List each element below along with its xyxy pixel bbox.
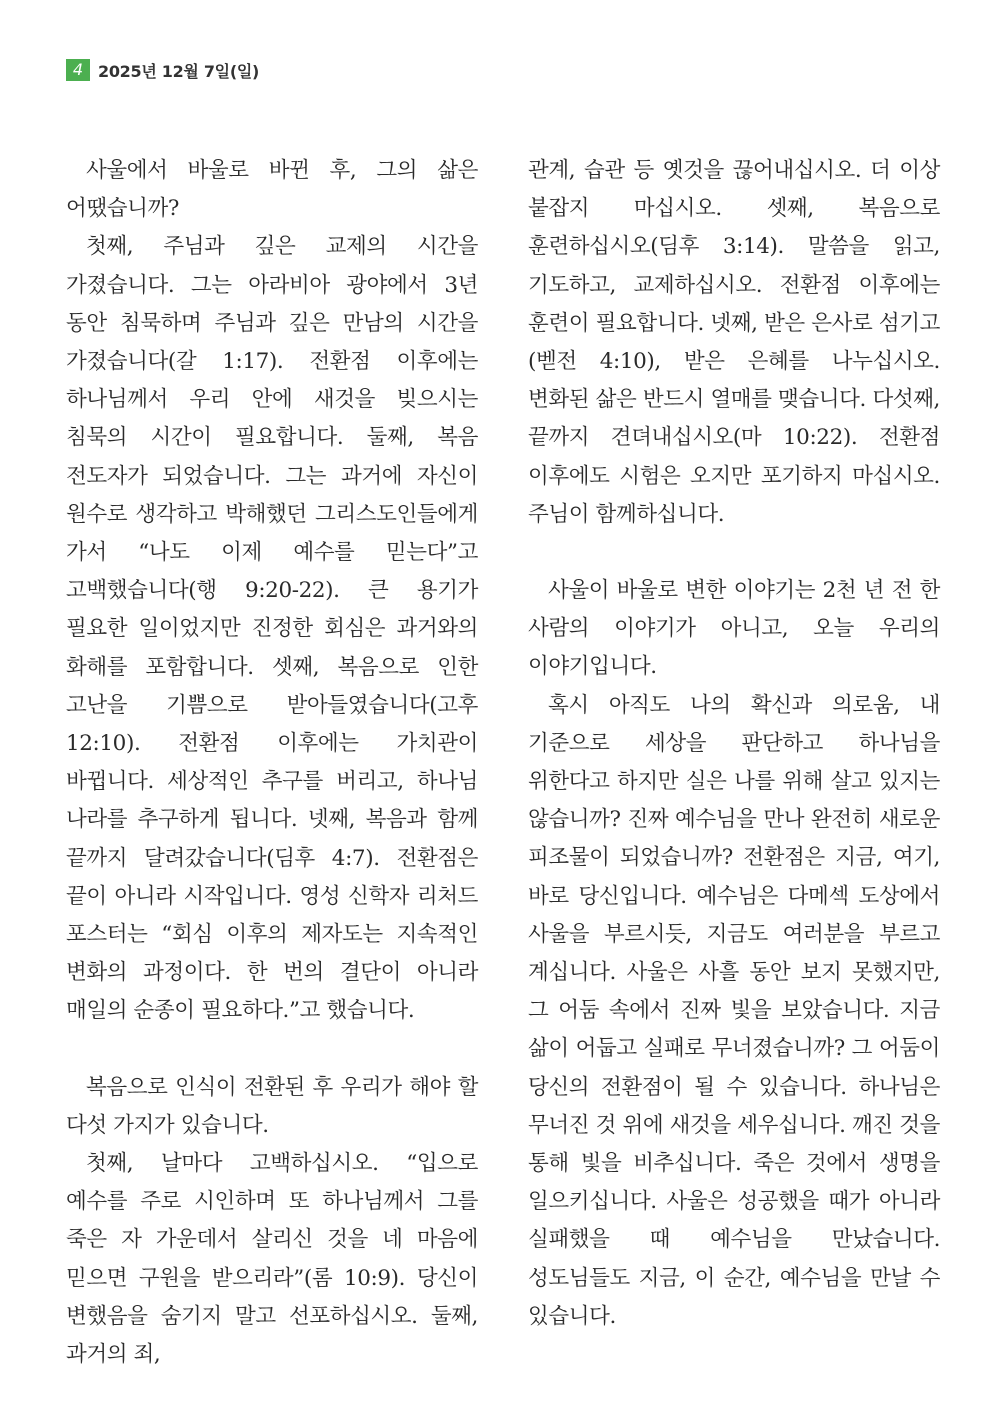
paragraph: 첫째, 날마다 고백하십시오. “입으로 예수를 주로 시인하며 또 하나님께서 그를 죽은 자 가운데서 살리신 것을 네 마음에 믿으면 구원을 받으리라”(롬 10:9). 당신이 변했음을 숨기지 말고 선포하십시오. 둘째, 과거의 죄, <box>66 1151 478 1368</box>
paragraph: 혹시 아직도 나의 확신과 의로움, 내 기준으로 세상을 판단하고 하나님을 위한다고 하지만 실은 나를 위해 살고 있지는 않습니까? 진짜 예수님을 만나 완전히 새로운 피조물이 되었습니까? 전환점은 지금, 여기, 바로 당신입니다. 예수님은 다메섹 도상에서 사울을 부르시듯, 지금도 여러분을 부르고 계십니다. 사울은 사흘 동안 보지 못했지만, 그 어둠 속에서 진짜 빛을 보았습니다. 지금 삶이 어둡고 실패로 무너졌습니까? 그 어둠이 당신의 전환점이 될 수 있습니다. 하나님은 무너진 것 위에 새것을 세우십니다. 깨진 것을 통해 빛을 비추십니다. 죽은 것에서 생명을 일으키십니다. 사울은 성공했을 때가 아니라 실패했을 때 예수님을 만났습니다. 성도님들도 지금, 이 순간, 예수님을 만날 수 있습니다. <box>528 692 940 1329</box>
issue-date: 2025년 12월 7일(일) <box>98 61 260 81</box>
paragraph: 첫째, 주님과 깊은 교제의 시간을 가졌습니다. 그는 아라비아 광야에서 3년 동안 침묵하며 주님과 깊은 만남의 시간을 가졌습니다(갈 1:17). 전환점 이후에는 하나님께서 우리 안에 새것을 빚으시는 침묵의 시간이 필요합니다. 둘째, 복음 전도자가 되었습니다. 그는 과거에 자신이 원수로 생각하고 박해했던 그리스도인들에게 가서 “나도 이제 예수를 믿는다”고 고백했습니다(행 9:20-22). 큰 용기가 필요한 일이었지만 진정한 회심은 과거와의 화해를 포함합니다. 셋째, 복음으로 인한 고난을 기쁨으로 받아들였습니다(고후 12:10). 전환점 이후에는 가치관이 바뀝니다. 세상적인 추구를 버리고, 하나님 나라를 추구하게 됩니다. 넷째, 복음과 함께 끝까지 달려갔습니다(딤후 4:7). 전환점은 끝이 아니라 시작입니다. 영성 신학자 리처드 포스터는 “회심 이후의 제자도는 지속적인 변화의 과정이다. 한 번의 결단이 아니라 매일의 순종이 필요하다.”고 했습니다. <box>66 234 478 1024</box>
paragraph: 복음으로 인식이 전환된 후 우리가 해야 할 다섯 가지가 있습니다. <box>66 1074 478 1138</box>
paragraph: 사울에서 바울로 바뀐 후, 그의 삶은 어땠습니까? <box>66 158 478 222</box>
paragraph: 관계, 습관 등 옛것을 끊어내십시오. 더 이상 붙잡지 마십시오. 셋째, 복음으로 훈련하십시오(딤후 3:14). 말씀을 읽고, 기도하고, 교제하십시오. 전환점 이후에는 훈련이 필요합니다. 넷째, 받은 은사로 섬기고(벧전 4:10), 받은 은혜를 나누십시오. 변화된 삶은 반드시 열매를 맺습니다. 다섯째, 끝까지 견뎌내십시오(마 10:22). 전환점 이후에도 시험은 오지만 포기하지 마십시오. 주님이 함께하십니다. <box>528 158 940 527</box>
right-column <box>528 152 940 1336</box>
page-number: 4 <box>66 59 90 81</box>
left-column <box>66 152 478 1374</box>
paragraph: 사울이 바울로 변한 이야기는 2천 년 전 한 사람의 이야기가 아니고, 오늘 우리의 이야기입니다. <box>528 578 940 680</box>
page-header <box>66 58 259 82</box>
